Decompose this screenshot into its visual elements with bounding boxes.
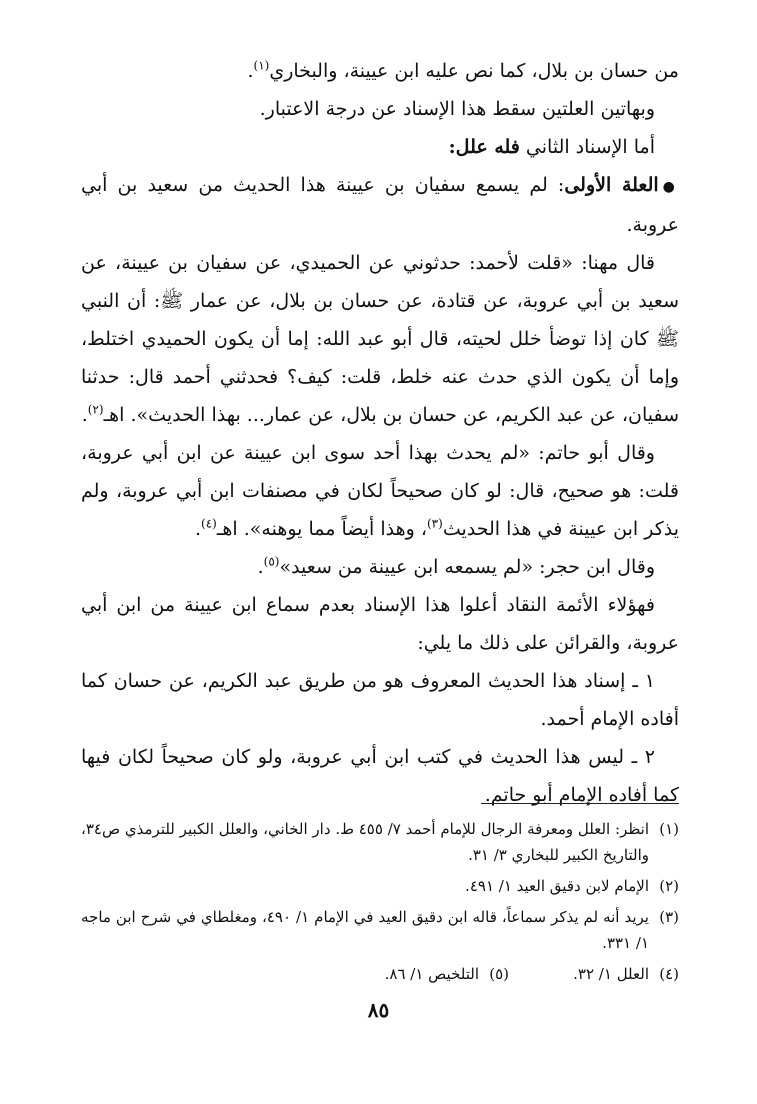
footnote-ref-4: (٤) bbox=[201, 516, 217, 531]
paragraph-10: ٢ ـ ليس هذا الحديث في كتب ابن أبي عروبة، ولو كان صحيحاً لكان فيها كما أفاده الإمام أبو حاتم. bbox=[81, 746, 679, 806]
paragraph-3-bold: فله علل: bbox=[448, 136, 520, 158]
footnote-number: (٣) bbox=[659, 908, 679, 926]
paragraph-1-end: . bbox=[247, 60, 254, 82]
footnotes bbox=[81, 816, 679, 987]
main-text bbox=[81, 52, 679, 814]
paragraph-4-text: : لم يسمع سفيان بن عيينة هذا الحديث من سعيد بن أبي عروبة. bbox=[81, 174, 679, 236]
paragraph-7 bbox=[81, 548, 679, 586]
paragraph-5 bbox=[81, 244, 679, 434]
footnote-3 bbox=[81, 904, 679, 956]
paragraph-5-end: . bbox=[81, 404, 88, 426]
footnote-2 bbox=[81, 873, 679, 899]
footnote-text: العلل ١/ ٣٢. bbox=[573, 965, 649, 983]
footnote-1 bbox=[81, 816, 679, 868]
paragraph-6-end: . bbox=[194, 518, 202, 540]
footnote-text: انظر: العلل ومعرفة الرجال للإمام أحمد ٧/ ٤٥٥ ط. دار الخاني، والعلل الكبير للترمذي ص٣٤، والتاريخ الكبير للبخاري ٣/ ٣١. bbox=[81, 820, 649, 864]
paragraph-1 bbox=[81, 52, 679, 90]
paragraph-6 bbox=[81, 434, 679, 548]
footnote-divider bbox=[481, 803, 679, 804]
paragraph-3 bbox=[81, 128, 679, 166]
footnote-number: (٥) bbox=[489, 965, 509, 983]
footnote-number: (١) bbox=[659, 820, 679, 838]
paragraph-5-text: قال مهنا: «قلت لأحمد: حدثوني عن الحميدي، عن سفيان بن عيينة، عن سعيد بن أبي عروبة، عن قتادة، عن حسان بن بلال، عن عمار ﷺ: أن النبي ﷺ كان إذا توضأ خلل لحيته، قال أبو عبد الله: إما أن يكون الحميدي اختلط، وإما أن يكون الذي حدث عنه خلط، قلت: كيف؟ فحدثني أحمد قال: حدثنا سفيان، عن عبد الكريم، عن حسان بن بلال، عن عمار... بهذا الحديث». اهـ bbox=[81, 252, 679, 426]
footnote-5 bbox=[339, 961, 509, 987]
paragraph-8: فهؤلاء الأئمة النقاد أعلوا هذا الإسناد بعدم سماع ابن عيينة من ابن أبي عروبة، والقرائن على ذلك ما يلي: bbox=[81, 594, 679, 654]
footnote-text: يريد أنه لم يذكر سماعاً، قاله ابن دقيق العيد في الإمام ١/ ٤٩٠، ومغلطاي في شرح ابن ماجه ١/ ٣٣١. bbox=[81, 908, 649, 952]
footnote-row-4-5 bbox=[81, 961, 679, 987]
paragraph-2: وبهاتين العلتين سقط هذا الإسناد عن درجة الاعتبار. bbox=[259, 98, 655, 120]
footnote-number: (٤) bbox=[659, 965, 679, 983]
paragraph-6-text-2: ، وهذا أيضاً مما يوهنه». اهـ bbox=[216, 518, 427, 540]
paragraph-7-text: وقال ابن حجر: «لم يسمعه ابن عيينة من سعيد» bbox=[279, 556, 655, 578]
footnote-ref-1: (١) bbox=[253, 58, 270, 73]
footnote-4 bbox=[509, 961, 679, 987]
bullet-icon: ● bbox=[662, 179, 679, 195]
paragraph-3-text: أما الإسناد الثاني bbox=[519, 136, 655, 158]
page-number: ٨٥ bbox=[367, 998, 390, 1022]
footnote-ref-3: (٣) bbox=[426, 516, 443, 531]
footnote-ref-5: (٥) bbox=[263, 554, 280, 569]
paragraph-9: ١ ـ إسناد هذا الحديث المعروف هو من طريق عبد الكريم، عن حسان كما أفاده الإمام أحمد. bbox=[81, 670, 679, 730]
footnote-ref-2: (٢) bbox=[87, 402, 104, 417]
paragraph-6-text: وقال أبو حاتم: «لم يحدث بهذا أحد سوى ابن عيينة عن ابن أبي عروبة، قلت: هو صحيح، قال: لو كان صحيحاً لكان في مصنفات ابن أبي عروبة، ولم يذكر ابن عيينة في هذا الحديث bbox=[81, 442, 679, 540]
paragraph-1-text: من حسان بن بلال، كما نص عليه ابن عيينة، والبخاري bbox=[269, 60, 679, 82]
first-flaw-heading: العلة الأولى bbox=[564, 174, 659, 196]
paragraph-4 bbox=[81, 166, 679, 244]
footnote-text: الإمام لابن دقيق العيد ١/ ٤٩١. bbox=[465, 877, 649, 895]
footnote-number: (٢) bbox=[659, 877, 679, 895]
paragraph-7-end: . bbox=[257, 556, 264, 578]
footnote-text: التلخيص ١/ ٨٦. bbox=[384, 965, 479, 983]
